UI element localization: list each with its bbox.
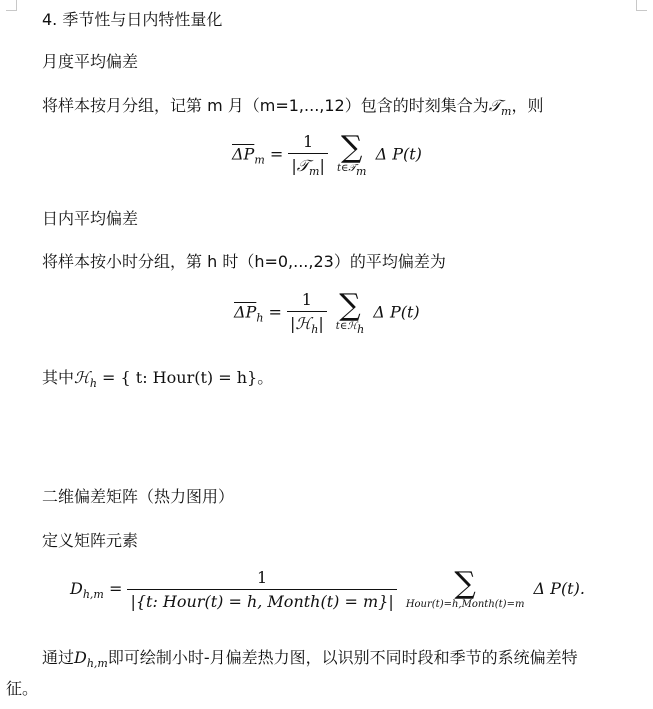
matrix-title: 二维偏差矩阵（热力图用） bbox=[42, 487, 235, 506]
monthly-set-symbol: 𝒯 bbox=[488, 96, 501, 115]
monthly-intro-paragraph bbox=[42, 96, 543, 122]
monthly-set-subscript: m bbox=[501, 105, 512, 118]
hourly-lhs-sub: h bbox=[256, 311, 264, 325]
hourly-summand: Δ P(t) bbox=[373, 302, 420, 322]
monthly-equals: = bbox=[269, 144, 289, 164]
page-corner-mark-right bbox=[636, 0, 647, 11]
monthly-denominator bbox=[288, 153, 327, 178]
monthly-sum-limit-text: t∈𝒯 bbox=[336, 162, 357, 174]
matrix-sigma: ∑ bbox=[454, 566, 476, 601]
monthly-fraction bbox=[288, 132, 327, 178]
hourly-fraction bbox=[287, 290, 327, 336]
matrix-formula bbox=[70, 568, 585, 611]
monthly-den-close: | bbox=[319, 156, 325, 175]
hourly-sum bbox=[335, 287, 365, 336]
hourly-set-definition bbox=[42, 368, 273, 394]
hourly-sum-limit-sub: h bbox=[357, 322, 365, 336]
matrix-fraction bbox=[127, 568, 396, 611]
monthly-sum-limit-sub: m bbox=[356, 164, 367, 178]
hourly-where-def: = { t: Hour(t) = h}。 bbox=[96, 368, 274, 387]
matrix-denominator: |{t: Hour(t) = h, Month(t) = m}| bbox=[127, 589, 396, 611]
hourly-intro: 将样本按小时分组，第 h 时（h=0,...,23）的平均偏差为 bbox=[42, 252, 446, 271]
hourly-equals: = bbox=[268, 302, 288, 322]
monthly-sum bbox=[336, 129, 367, 178]
hourly-sigma: ∑ bbox=[339, 287, 361, 323]
hourly-sum-limit-text: t∈ℋ bbox=[335, 320, 358, 332]
hourly-title: 日内平均偏差 bbox=[42, 209, 139, 228]
matrix-summand: Δ P(t). bbox=[533, 579, 585, 598]
matrix-sum bbox=[405, 566, 525, 610]
hourly-den-open: |ℋ bbox=[290, 314, 312, 333]
monthly-den-open: |𝒯 bbox=[291, 156, 310, 175]
monthly-sigma: ∑ bbox=[340, 129, 363, 165]
matrix-conclusion bbox=[42, 648, 578, 674]
matrix-conclusion-symbol: D bbox=[74, 648, 87, 667]
hourly-lhs: $\overline{\Delta P}$ bbox=[234, 302, 257, 322]
matrix-lhs-sub: h,m bbox=[82, 588, 104, 601]
hourly-den-sub: h bbox=[311, 323, 319, 336]
monthly-intro-end: ，则 bbox=[511, 96, 544, 115]
hourly-denominator bbox=[287, 311, 327, 336]
matrix-conclusion-text: 即可绘制小时-月偏差热力图，以识别不同时段和季节的系统偏差特 bbox=[107, 648, 578, 667]
monthly-formula bbox=[232, 129, 422, 178]
monthly-lhs-sub: m bbox=[254, 153, 265, 167]
matrix-sum-limit: Hour(t)=h,Month(t)=m bbox=[405, 599, 525, 610]
matrix-subtitle: 定义矩阵元素 bbox=[42, 531, 139, 550]
hourly-formula bbox=[234, 287, 420, 336]
section-heading: 4. 季节性与日内特性量化 bbox=[42, 10, 223, 29]
page-corner-mark-left bbox=[6, 0, 17, 11]
matrix-conclusion-wrap: 征。 bbox=[6, 679, 39, 698]
hourly-where-sub: h bbox=[89, 377, 97, 390]
matrix-equals: = bbox=[108, 579, 128, 598]
matrix-conclusion-prefix: 通过 bbox=[42, 648, 75, 667]
monthly-title: 月度平均偏差 bbox=[42, 52, 139, 71]
monthly-intro-text: 将样本按月分组，记第 m 月（m=1,...,12）包含的时刻集合为 bbox=[42, 96, 489, 115]
monthly-den-sub: m bbox=[309, 165, 320, 178]
hourly-den-close: | bbox=[318, 314, 324, 333]
matrix-numerator: 1 bbox=[256, 568, 268, 587]
monthly-numerator: 1 bbox=[303, 132, 314, 151]
monthly-summand: Δ P(t) bbox=[375, 144, 422, 164]
monthly-sum-limit bbox=[337, 163, 367, 178]
hourly-sum-limit bbox=[336, 321, 364, 336]
matrix-lhs: D bbox=[70, 579, 83, 598]
hourly-where-set: ℋ bbox=[74, 368, 90, 387]
monthly-lhs: $\overline{\Delta P}$ bbox=[232, 144, 255, 164]
hourly-numerator: 1 bbox=[301, 290, 312, 309]
matrix-conclusion-sub: h,m bbox=[86, 657, 108, 670]
hourly-where-prefix: 其中 bbox=[42, 368, 75, 387]
